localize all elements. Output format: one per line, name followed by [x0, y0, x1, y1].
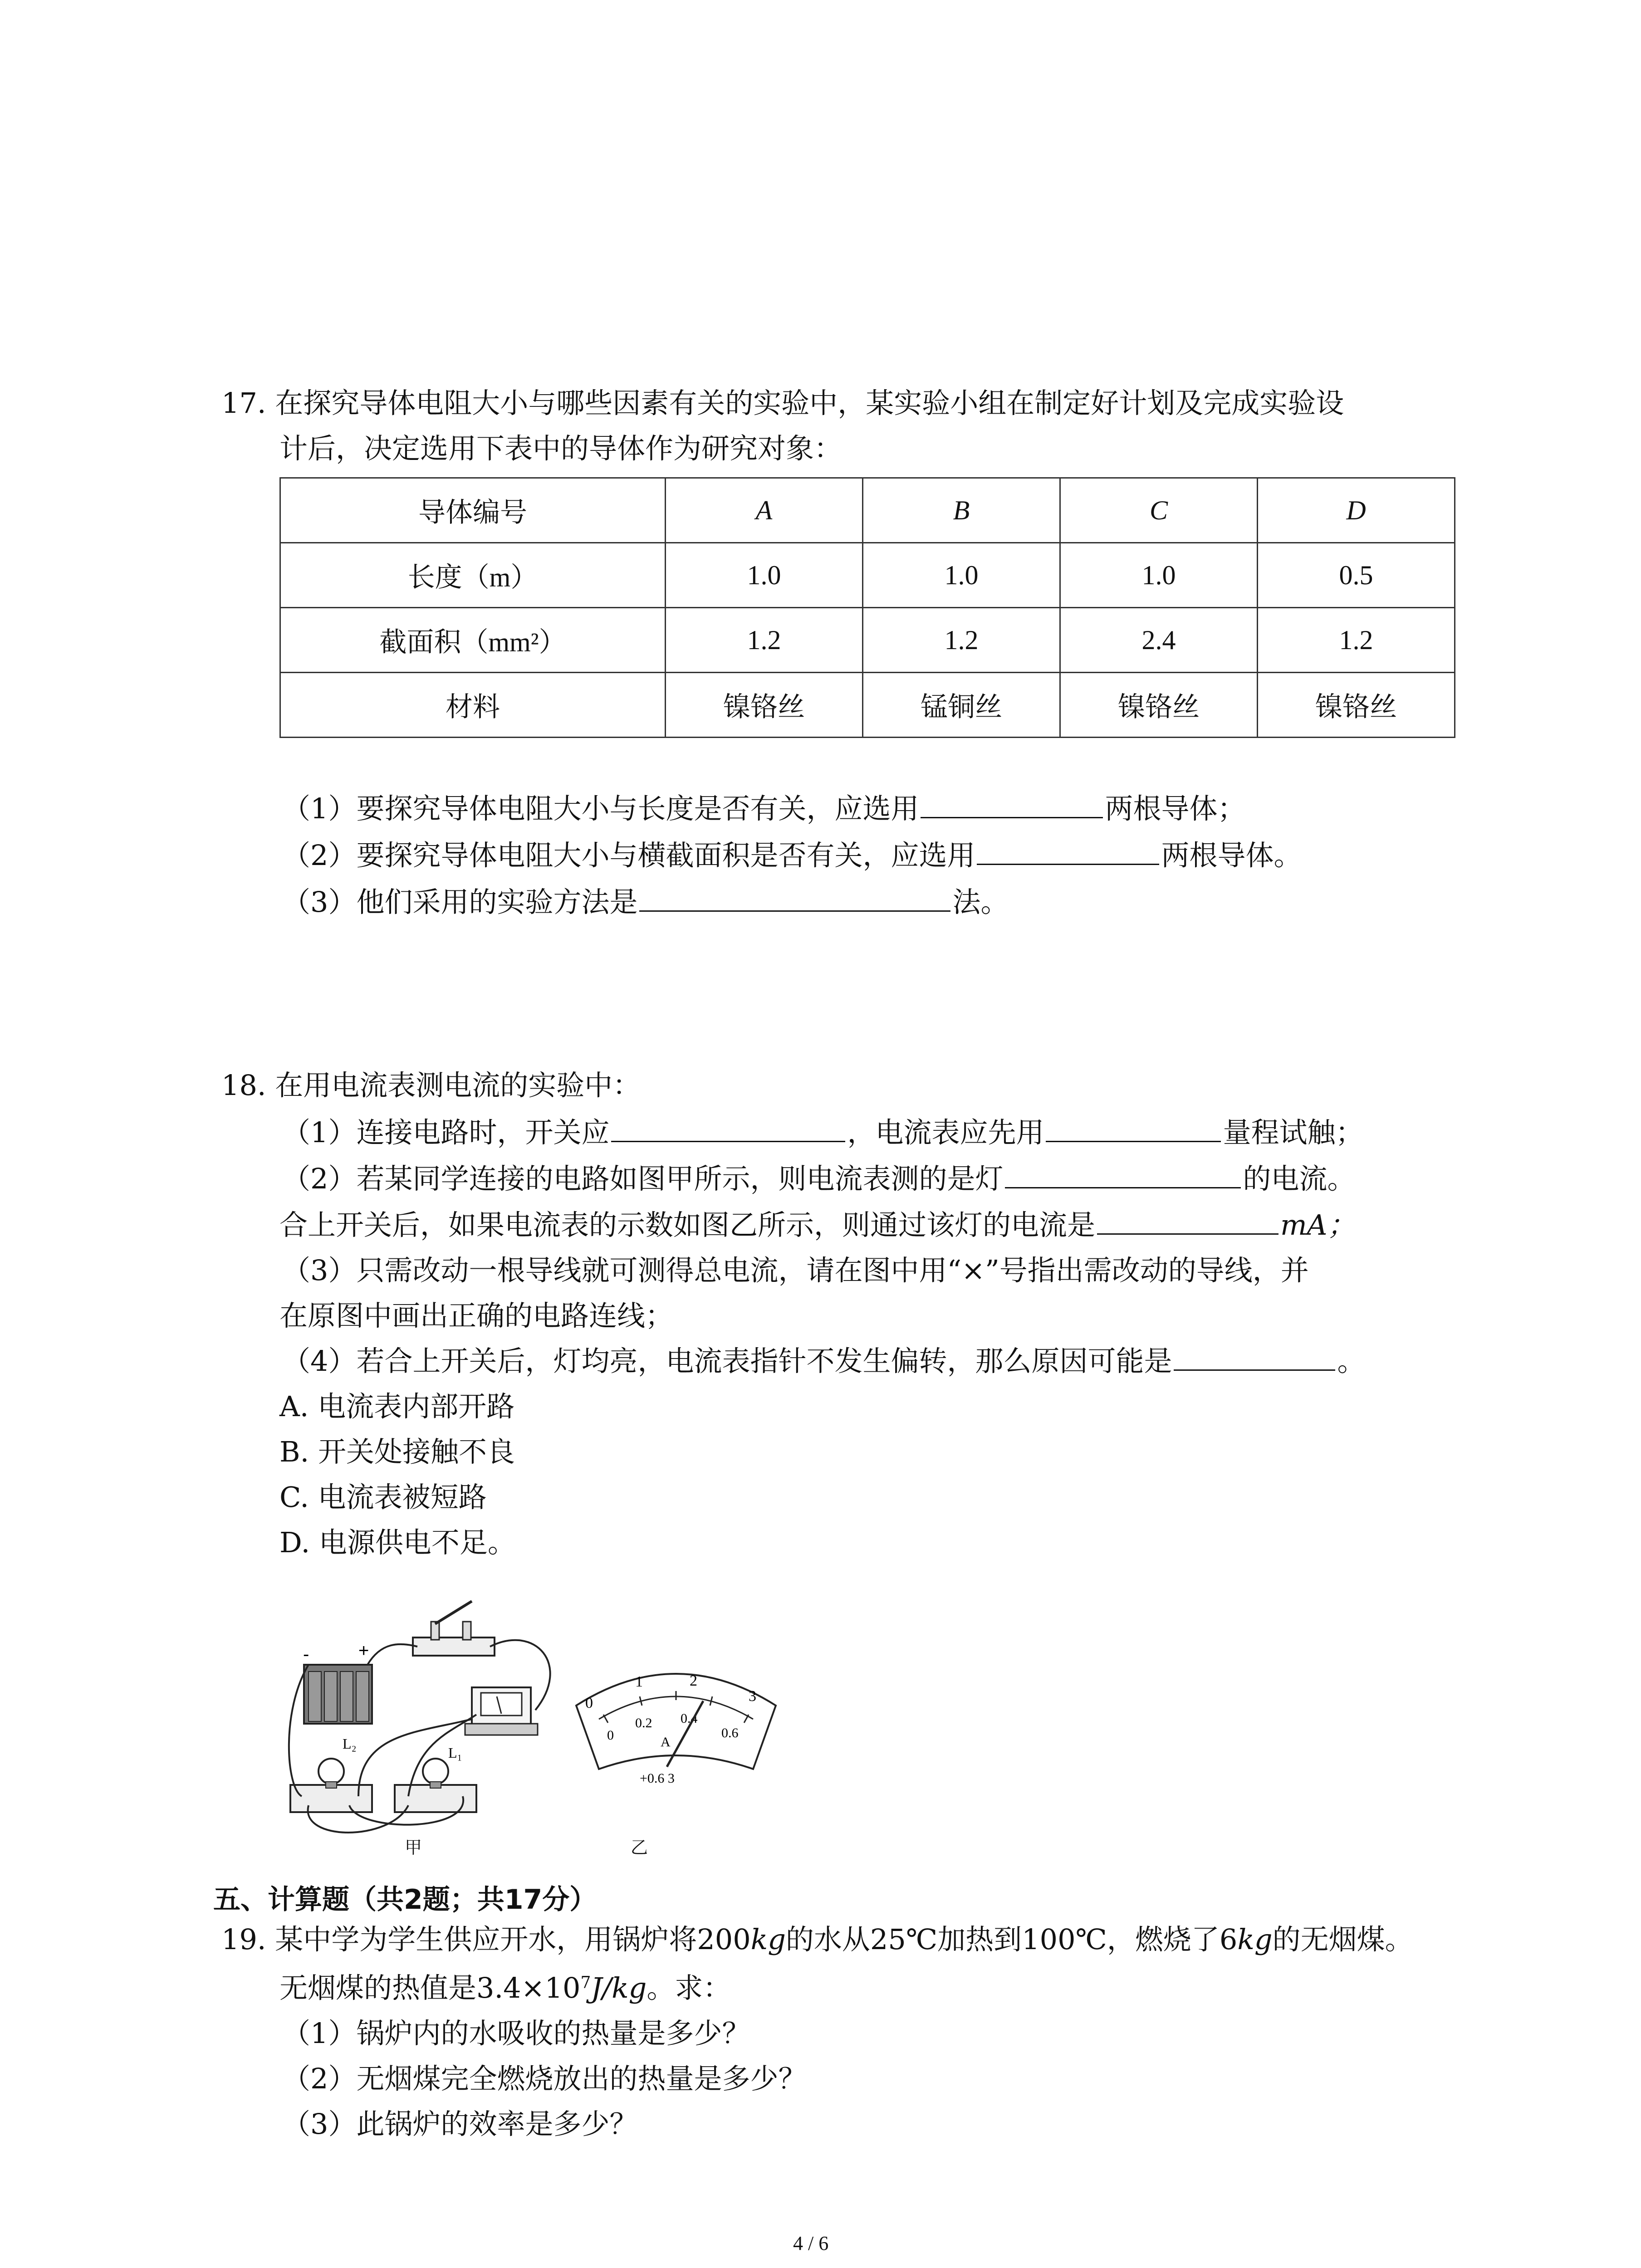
q17-sub2-text: （2）要探究导体电阻大小与横截面积是否有关，应选用 [282, 839, 975, 872]
q17-sub1 [282, 792, 1246, 825]
table-cell: 材料 [280, 673, 666, 738]
q19-exponent: 7 [580, 1973, 591, 1992]
q18-sub4-text: （4）若合上开关后，灯均亮，电流表指针不发生偏转，那么原因可能是 [282, 1344, 1172, 1378]
answer-blank[interactable] [977, 861, 1159, 865]
battery-icon [304, 1665, 372, 1724]
table-cell: 截面积（mm²） [280, 608, 666, 673]
table-cell: 1.2 [1258, 608, 1455, 673]
q17-sub3-tail: 法。 [952, 885, 1009, 919]
q18-sub2-text: （2）若某同学连接的电路如图甲所示，则电流表测的是灯 [282, 1162, 1004, 1195]
answer-blank[interactable] [1005, 1184, 1241, 1188]
table-cell: 2.4 [1060, 608, 1258, 673]
q17-stem-line1: 17. 在探究导体电阻大小与哪些因素有关的实验中，某实验小组在制定好计划及完成实验设 [221, 386, 1344, 420]
circuit-figure-jia [281, 1597, 572, 1842]
option-a: A. 电流表内部开路 [279, 1390, 515, 1423]
scale-top-label: 1 [635, 1673, 643, 1690]
q19-line1-c: 的无烟煤。 [1272, 1923, 1413, 1956]
q18-sub3-line1: （3）只需改动一根导线就可测得总电流，请在图中用“×”号指出需改动的导线，并 [282, 1254, 1309, 1287]
lamp-l2-label: L₂ [343, 1735, 357, 1752]
table-cell: 镍铬丝 [1258, 673, 1455, 738]
q19-line1 [221, 1923, 1413, 1956]
ammeter-dial-figure-yi [572, 1651, 780, 1814]
meter-unit-label: A [661, 1735, 671, 1750]
q18-sub1-tail: 量程试触； [1223, 1116, 1364, 1149]
scale-top-label: 2 [690, 1672, 697, 1689]
option-c: C. 电流表被短路 [279, 1481, 487, 1514]
q19-line2-b: 。求： [647, 1971, 731, 2004]
q19-unit-kg: kg [750, 1923, 786, 1956]
q19-line2-a: 无烟煤的热值是3.4×10 [279, 1971, 581, 2004]
battery-minus-label: - [303, 1644, 309, 1664]
table-row [280, 673, 1455, 738]
meter-terminals-label: +0.6 3 [640, 1771, 675, 1786]
answer-blank[interactable] [1097, 1231, 1279, 1235]
section-title: 五、计算题（共2题；共17分） [213, 1884, 597, 1916]
table-row [280, 543, 1455, 608]
table-cell: 1.0 [1060, 543, 1258, 608]
q17-sub3 [282, 885, 1009, 919]
conductor-table [279, 477, 1455, 738]
page-number: 4 / 6 [793, 2232, 829, 2254]
q19-line1-b: 的水从25℃加热到100℃，燃烧了6 [785, 1923, 1238, 1956]
q18-sub2-cont-text: 合上开关后，如果电流表的示数如图乙所示，则通过该灯的电流是 [279, 1208, 1096, 1242]
lamp-l1-label: L₁ [448, 1745, 462, 1761]
q18-sub4 [282, 1344, 1366, 1378]
table-cell: 镍铬丝 [666, 673, 863, 738]
scale-bottom-label: 0.2 [635, 1716, 652, 1730]
q18-stem: 18. 在用电流表测电流的实验中： [221, 1069, 641, 1102]
q18-sub4-tail: 。 [1337, 1344, 1366, 1378]
answer-blank[interactable] [1046, 1138, 1221, 1142]
q17-stem-line2: 计后，决定选用下表中的导体作为研究对象： [279, 432, 843, 465]
scale-bottom-label: 0.6 [721, 1725, 739, 1740]
option-b: B. 开关处接触不良 [279, 1435, 515, 1468]
q18-sub3-line2: 在原图中画出正确的电路连线； [279, 1299, 674, 1332]
option-d: D. 电源供电不足。 [279, 1526, 516, 1559]
table-cell: 1.2 [666, 608, 863, 673]
q18-sub1-mid: ，电流表应先用 [847, 1116, 1044, 1149]
figure-label-yi: 乙 [631, 1838, 648, 1857]
table-header-cell: 导体编号 [280, 478, 666, 543]
q18-sub1-text: （1）连接电路时，开关应 [282, 1116, 610, 1149]
q19-sub2: （2）无烟煤完全燃烧放出的热量是多少？ [282, 2062, 807, 2095]
q19-sub1: （1）锅炉内的水吸收的热量是多少？ [282, 2017, 750, 2050]
table-header-cell: C [1060, 478, 1258, 543]
table-cell: 镍铬丝 [1060, 673, 1258, 738]
q19-unit: J/kg [591, 1971, 647, 2004]
answer-blank[interactable] [921, 814, 1103, 818]
bulb-l2-icon [318, 1759, 344, 1784]
table-cell: 锰铜丝 [863, 673, 1060, 738]
answer-blank[interactable] [1174, 1367, 1335, 1371]
q17-sub1-tail: 两根导体； [1105, 792, 1246, 825]
q18-unit: mA； [1280, 1208, 1356, 1242]
answer-blank[interactable] [639, 908, 950, 912]
dial-face [576, 1674, 776, 1769]
switch-icon [413, 1637, 495, 1656]
figure-label-jia: 甲 [405, 1838, 422, 1857]
q18-sub2-tail: 的电流。 [1243, 1162, 1356, 1195]
q18-sub1 [282, 1116, 1364, 1149]
scale-bottom-label: 0 [607, 1728, 614, 1743]
scale-top-label: 0 [585, 1695, 593, 1711]
table-cell: 1.2 [863, 608, 1060, 673]
q18-sub2 [282, 1162, 1356, 1195]
q19-unit-kg: kg [1237, 1923, 1273, 1956]
lamp-base-l2 [290, 1785, 372, 1812]
q17-sub1-text: （1）要探究导体电阻大小与长度是否有关，应选用 [282, 792, 919, 825]
q19-line2 [279, 1971, 731, 2004]
q17-sub2 [282, 841, 1302, 870]
ammeter-icon [465, 1687, 538, 1735]
table-cell: 1.0 [863, 543, 1060, 608]
q17-sub2-tail: 两根导体。 [1161, 839, 1302, 872]
table-cell: 1.0 [666, 543, 863, 608]
table-header-cell: A [666, 478, 863, 543]
battery-plus-label: + [358, 1641, 369, 1661]
scale-top-label: 3 [749, 1688, 756, 1705]
q17-sub3-text: （3）他们采用的实验方法是 [282, 885, 638, 919]
q19-sub3: （3）此锅炉的效率是多少？ [282, 2107, 638, 2141]
table-header-cell: D [1258, 478, 1455, 543]
table-cell: 长度（m） [280, 543, 666, 608]
table-header-cell: B [863, 478, 1060, 543]
answer-blank[interactable] [611, 1138, 845, 1142]
scale-bottom-label: 0.4 [681, 1711, 698, 1726]
bulb-l1-icon [423, 1759, 448, 1784]
q18-sub2-cont [279, 1208, 1356, 1242]
table-cell: 0.5 [1258, 543, 1455, 608]
q19-line1-a: 19. 某中学为学生供应开水，用锅炉将200 [221, 1923, 751, 1956]
table-row [280, 608, 1455, 673]
table-header-row [280, 478, 1455, 543]
